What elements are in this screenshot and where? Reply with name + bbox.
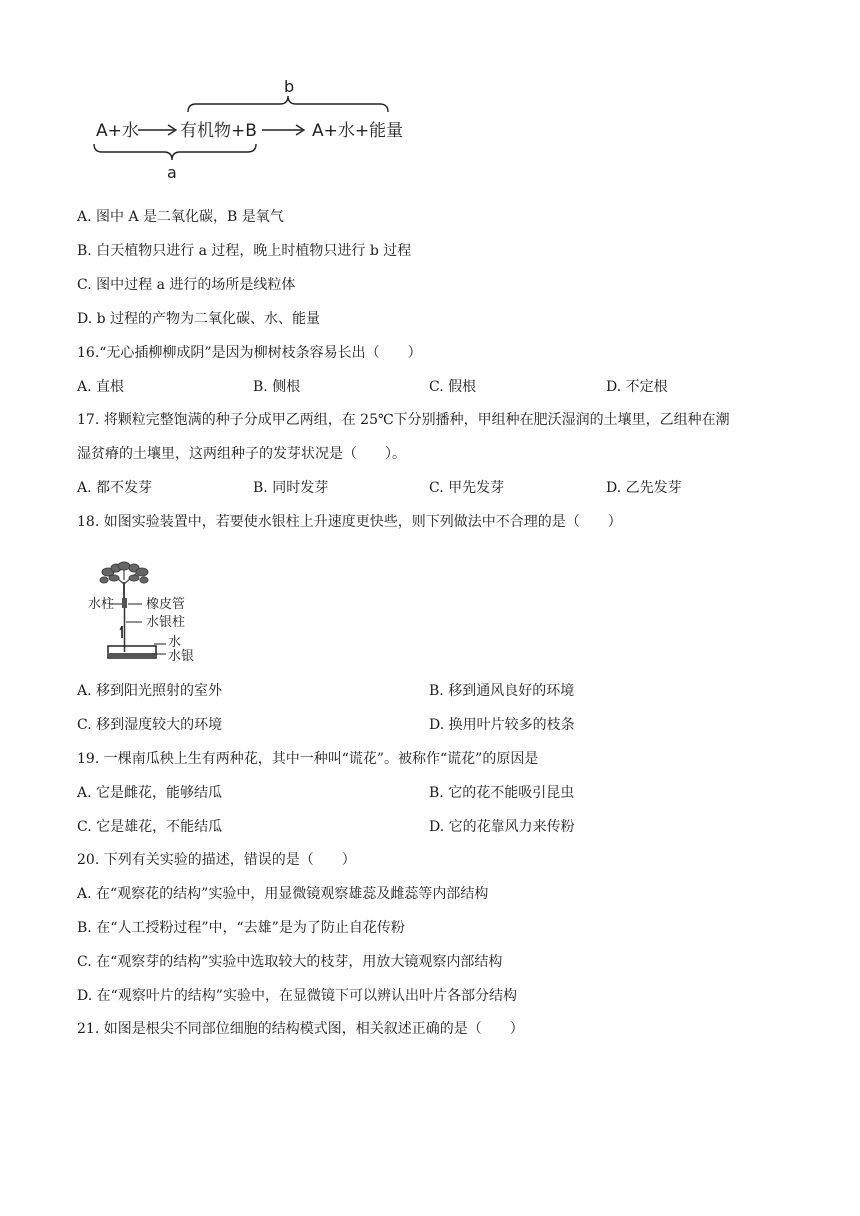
q18-stem: 18. 如图实验装置中，若要使水银柱上升速度更快些，则下列做法中不合理的是（ ） <box>77 514 622 530</box>
q18-option-d: D. 换用叶片较多的枝条 <box>429 717 575 733</box>
process-diagram <box>80 68 420 186</box>
q20-option-c: C. 在“观察芽的结构”实验中选取较大的枝芽，用放大镜观察内部结构 <box>77 954 503 970</box>
q15-option-b: B. 白天植物只进行 a 过程，晚上时植物只进行 b 过程 <box>77 243 412 259</box>
q17-option-b: B. 同时发芽 <box>253 480 329 496</box>
q20-option-a: A. 在“观察花的结构”实验中，用显微镜观察雄蕊及雌蕊等内部结构 <box>77 886 489 902</box>
q16-option-c: C. 假根 <box>429 379 477 395</box>
q16-option-a: A. 直根 <box>77 379 125 395</box>
q20-option-d: D. 在“观察叶片的结构”实验中，在显微镜下可以辨认出叶片各部分结构 <box>77 988 517 1004</box>
q17-option-d: D. 乙先发芽 <box>606 480 682 496</box>
q20-option-b: B. 在“人工授粉过程”中，“去雄”是为了防止自花传粉 <box>77 920 405 936</box>
label-water: 水 <box>168 635 182 650</box>
q17-option-a: A. 都不发芽 <box>77 480 153 496</box>
q16-option-d: D. 不定根 <box>606 379 668 395</box>
q19-option-c: C. 它是雄花，不能结瓜 <box>77 819 223 835</box>
term-middle: 有机物+B <box>180 121 257 141</box>
label-b: b <box>284 77 295 96</box>
q17-stem-line1: 17. 将颗粒完整饱满的种子分成甲乙两组，在 25℃下分别播种，甲组种在肥沃湿润的土壤里，乙组种在潮 <box>77 412 730 428</box>
q19-stem: 19. 一棵南瓜秧上生有两种花，其中一种叫“谎花”。被称作“谎花”的原因是 <box>77 751 539 767</box>
label-mercury: 水银 <box>168 649 195 664</box>
brace-a <box>94 144 256 160</box>
q19-option-a: A. 它是雌花，能够结瓜 <box>77 785 223 801</box>
q15-option-c: C. 图中过程 a 进行的场所是线粒体 <box>77 277 296 293</box>
q18-option-c: C. 移到湿度较大的环境 <box>77 717 223 733</box>
q19-option-d: D. 它的花靠风力来传粉 <box>429 819 575 835</box>
term-left: A+水 <box>96 121 139 141</box>
leafy-branch <box>100 562 148 598</box>
q21-stem: 21. 如图是根尖不同部位细胞的结构模式图，相关叙述正确的是（ ） <box>77 1021 524 1037</box>
label-mercury-column: 水银柱 <box>146 615 186 630</box>
q15-option-d: D. b 过程的产物为二氧化碳、水、能量 <box>77 311 321 327</box>
label-water-column: 水柱 <box>88 597 115 612</box>
term-right: A+水+能量 <box>312 121 404 141</box>
transpiration-apparatus-diagram <box>84 560 244 670</box>
q19-option-b: B. 它的花不能吸引昆虫 <box>429 785 575 801</box>
q20-stem: 20. 下列有关实验的描述，错误的是（ ） <box>77 852 356 868</box>
q16-option-b: B. 侧根 <box>253 379 301 395</box>
brace-b <box>188 96 388 112</box>
q15-option-a: A. 图中 A 是二氧化碳，B 是氧气 <box>77 209 284 225</box>
label-rubber-tube: 橡皮管 <box>146 597 186 612</box>
q16-stem: 16.“无心插柳柳成阴”是因为柳树枝条容易长出（ ） <box>77 345 422 361</box>
q17-option-c: C. 甲先发芽 <box>429 480 505 496</box>
label-a: a <box>167 163 177 182</box>
q18-option-b: B. 移到通风良好的环境 <box>429 683 575 699</box>
q17-stem-line2: 湿贫瘠的土壤里，这两组种子的发芽状况是（ ）。 <box>77 446 406 462</box>
q18-option-a: A. 移到阳光照射的室外 <box>77 683 223 699</box>
